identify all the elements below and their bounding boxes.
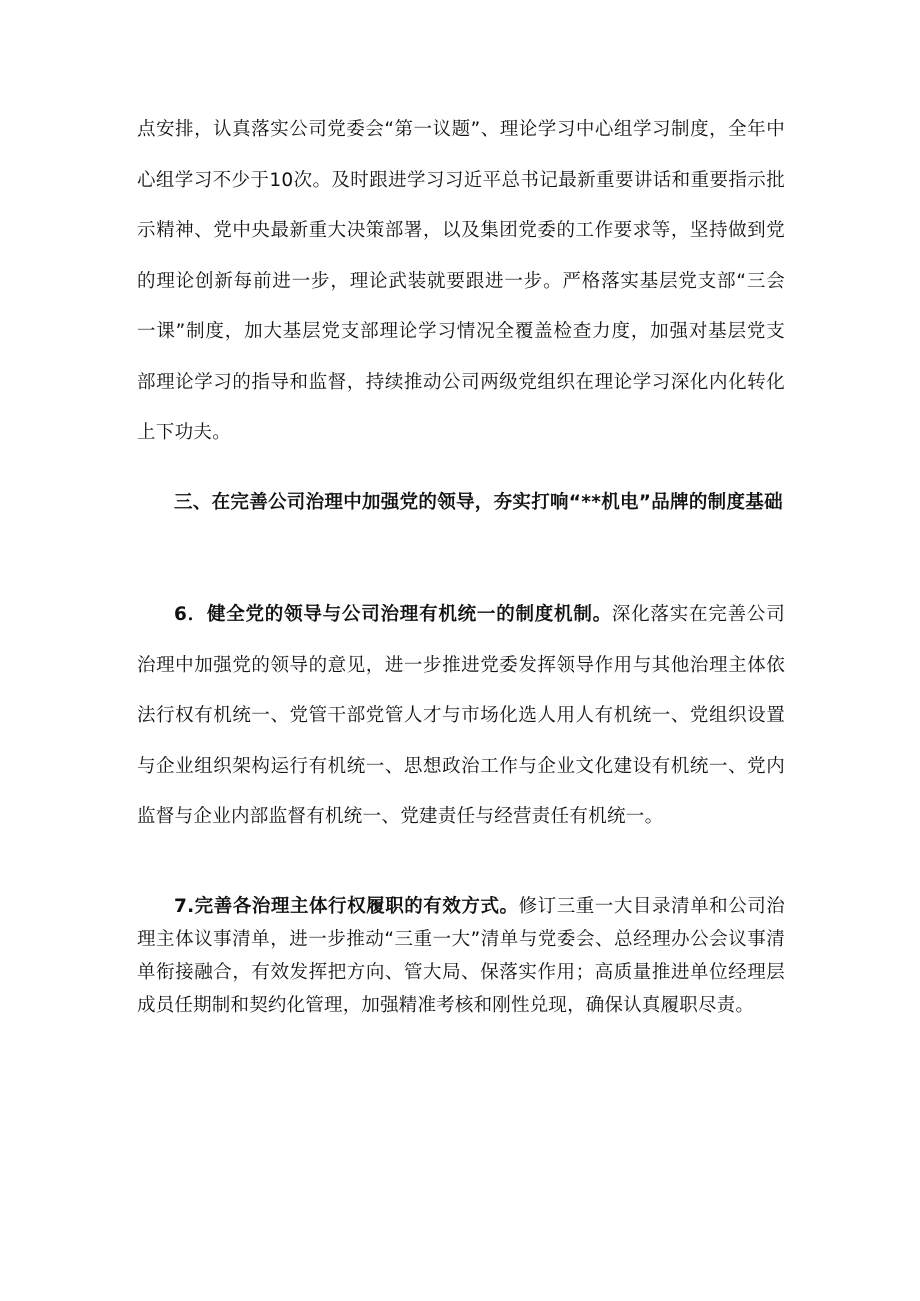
section-heading-three: 三、在完善公司治理中加强党的领导，夯实打响“**机电”品牌的制度基础 [174, 492, 783, 513]
paragraph-item-7 [137, 890, 785, 1022]
item-7-lead: 7.完善各治理主体行权履职的有效方式。 [174, 896, 519, 917]
paragraph-item-6 [137, 590, 785, 843]
item-6-body: 深化落实在完善公司治理中加强党的领导的意见，进一步推进党委发挥领导作用与其他治理主体依法行权有机统一、党管干部党管人才与市场化选人用人有机统一、党组织设置与企业组织架构运行有机统一、思想政治工作与企业文化建设有机统一、党内监督与企业内部监督有机统一、党建责任与经营责任有机统一。 [137, 604, 785, 827]
paragraph-theory-study-continued: 点安排，认真落实公司党委会“第一议题”、理论学习中心组学习制度，全年中心组学习不少于10次。及时跟进学习习近平总书记最新重要讲话和重要指示批示精神、党中央最新重大决策部署，以及集团党委的工作要求等，坚持做到党的理论创新每前进一步，理论武装就要跟进一步。严格落实基层党支部“三会一课”制度，加大基层党支部理论学习情况全覆盖检查力度，加强对基层党支部理论学习的指导和监督，持续推动公司两级党组织在理论学习深化内化转化上下功夫。 [137, 119, 785, 443]
item-6-lead: 6．健全党的领导与公司治理有机统一的制度机制。 [174, 604, 612, 625]
item-7-body: 修订三重一大目录清单和公司治理主体议事清单，进一步推动“三重一大”清单与党委会、总经理办公会议事清单衔接融合，有效发挥把方向、管大局、保落实作用；高质量推进单位经理层成员任期制和契约化管理，加强精准考核和刚性兑现，确保认真履职尽责。 [137, 896, 786, 1016]
